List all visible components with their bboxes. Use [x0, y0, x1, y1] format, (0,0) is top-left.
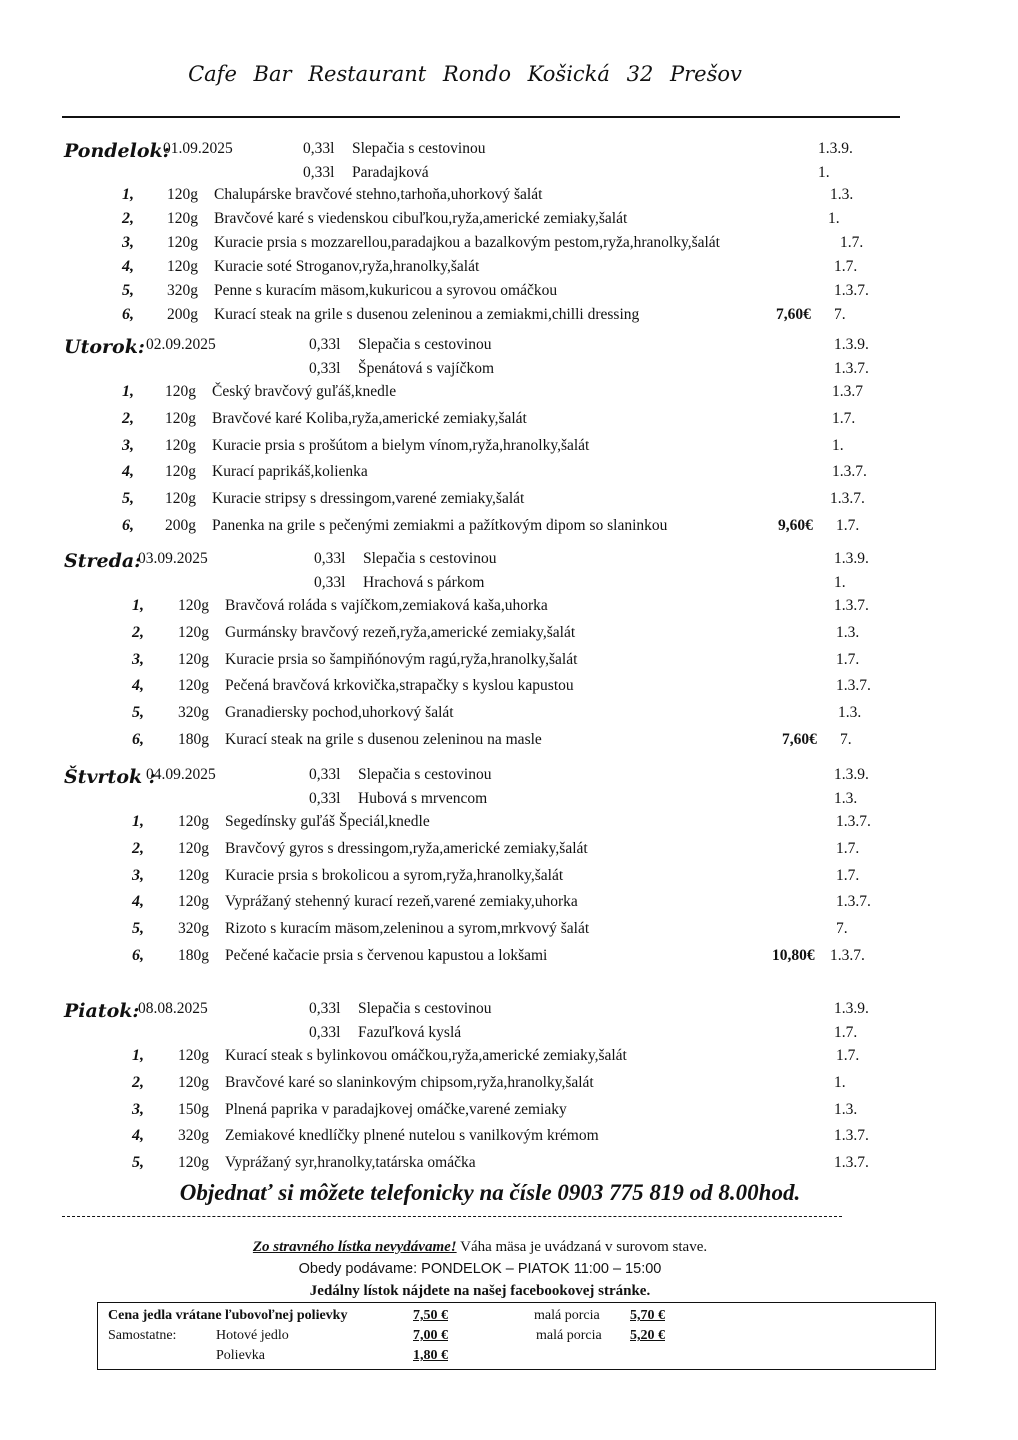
meal-number: 5,	[122, 490, 134, 507]
meal-weight: 120g	[167, 258, 198, 275]
day-date: 02.09.2025	[146, 336, 216, 353]
meal-name: Kuracie stripsy s dressingom,varené zemiaky,šalát	[212, 490, 525, 507]
meal-number: 2,	[132, 1074, 144, 1091]
soup-name: Fazuľková kyslá	[358, 1024, 462, 1041]
meal-weight: 320g	[178, 704, 209, 721]
main-dish-price: 7,00 €	[413, 1328, 448, 1343]
meal-number: 5,	[132, 1154, 144, 1171]
soup-label: Polievka	[216, 1348, 265, 1363]
separately-label: Samostatne:	[108, 1328, 177, 1343]
soup-portion: 0,33l	[309, 1024, 341, 1041]
meal-weight: 320g	[178, 1127, 209, 1144]
meal-name: Bravčové karé Koliba,ryža,americké zemiaky,šalát	[212, 410, 527, 427]
meal-weight: 200g	[167, 306, 198, 323]
price-box	[97, 1302, 936, 1370]
soup-allergens: 1.	[818, 164, 830, 181]
soup-allergens: 1.3.9.	[834, 336, 869, 353]
soup-allergens: 1.3.9.	[834, 766, 869, 783]
day-date: 04.09.2025	[146, 766, 216, 783]
meal-name: Plnená paprika v paradajkovej omáčke,varené zemiaky	[225, 1101, 567, 1118]
meal-allergens: 1.3.	[830, 186, 854, 203]
small-portion-price: 5,70 €	[630, 1308, 665, 1323]
small-main-dish-price: 5,20 €	[630, 1328, 665, 1343]
meal-allergens: 1.	[834, 1074, 846, 1091]
meal-number: 1,	[132, 597, 144, 614]
soup-portion: 0,33l	[309, 336, 341, 353]
soup-portion: 0,33l	[309, 360, 341, 377]
day-date: 08.08.2025	[138, 1000, 208, 1017]
meal-allergens: 1.3.7.	[830, 490, 865, 507]
meal-weight: 120g	[178, 840, 209, 857]
meal-weight: 200g	[165, 517, 196, 534]
meal-name: Granadiersky pochod,uhorkový šalát	[225, 704, 454, 721]
main-dish-label: Hotové jedlo	[216, 1328, 289, 1343]
meal-allergens: 1.3.7.	[834, 1127, 869, 1144]
meal-number: 5,	[132, 704, 144, 721]
meal-allergens: 1.7.	[836, 1047, 860, 1064]
meal-weight: 120g	[165, 437, 196, 454]
meal-weight: 320g	[167, 282, 198, 299]
meal-name: Penne s kuracím mäsom,kukuricou a syrovou omáčkou	[214, 282, 558, 299]
meal-name: Zemiakové knedlíčky plnené nutelou s vanilkovým krémom	[225, 1127, 599, 1144]
meal-number: 3,	[132, 867, 144, 884]
meal-allergens: 1.3.7	[832, 383, 863, 400]
meal-name: Pečená bravčová krkovička,strapačky s kyslou kapustou	[225, 677, 574, 694]
soup-portion: 0,33l	[303, 140, 335, 157]
meal-number: 5,	[122, 282, 134, 299]
meal-number: 1,	[122, 383, 134, 400]
meal-allergens: 1.3.7.	[836, 677, 871, 694]
meal-weight: 120g	[167, 234, 198, 251]
meal-weight: 120g	[178, 867, 209, 884]
meal-number: 6,	[132, 947, 144, 964]
meal-number: 2,	[132, 624, 144, 641]
meal-weight: 120g	[178, 1074, 209, 1091]
soup-portion: 0,33l	[309, 1000, 341, 1017]
soup-portion: 0,33l	[303, 164, 335, 181]
soup-name: Paradajková	[352, 164, 429, 181]
meal-weight: 120g	[165, 410, 196, 427]
soup-name: Slepačia s cestovinou	[363, 550, 497, 567]
soup-name: Hrachová s párkom	[363, 574, 485, 591]
meal-weight: 120g	[178, 651, 209, 668]
meal-name: Kurací steak na grile s dusenou zeleninou na masle	[225, 731, 542, 748]
day-name: Piatok:	[64, 1000, 140, 1022]
soup-price: 1,80 €	[413, 1348, 448, 1363]
meal-allergens: 1.3.7.	[830, 947, 865, 964]
meal-name: Gurmánsky bravčový rezeň,ryža,americké zemiaky,šalát	[225, 624, 576, 641]
meal-price: 7,60€	[776, 306, 811, 323]
soup-allergens: 1.3.7.	[834, 360, 869, 377]
day-date: 01.09.2025	[163, 140, 233, 157]
soup-portion: 0,33l	[314, 574, 346, 591]
meal-allergens: 1.	[828, 210, 840, 227]
meal-weight: 120g	[178, 1154, 209, 1171]
meal-weight: 120g	[178, 1047, 209, 1064]
soup-allergens: 1.3.9.	[834, 1000, 869, 1017]
meal-weight: 120g	[178, 677, 209, 694]
meal-allergens: 1.3.	[836, 624, 860, 641]
meal-allergens: 1.7.	[836, 651, 860, 668]
soup-name: Špenátová s vajíčkom	[358, 360, 495, 377]
meal-name: Chalupárske bravčové stehno,tarhoňa,uhorkový šalát	[214, 186, 543, 203]
day-name: Streda:	[64, 550, 142, 572]
meal-weight: 180g	[178, 731, 209, 748]
meal-number: 4,	[132, 893, 144, 910]
ticket-note	[0, 1239, 960, 1256]
meal-allergens: 1.7.	[840, 234, 864, 251]
soup-allergens: 1.3.9.	[834, 550, 869, 567]
meal-number: 6,	[122, 306, 134, 323]
soup-name: Slepačia s cestovinou	[358, 1000, 492, 1017]
meal-number: 4,	[122, 258, 134, 275]
soup-name: Slepačia s cestovinou	[358, 766, 492, 783]
meal-name: Kurací paprikáš,kolienka	[212, 463, 368, 480]
meal-name: Kuracie soté Stroganov,ryža,hranolky,šalát	[214, 258, 480, 275]
meal-name: Bravčové karé so slaninkovým chipsom,ryža,hranolky,šalát	[225, 1074, 594, 1091]
meal-number: 3,	[132, 1101, 144, 1118]
meal-allergens: 1.3.	[838, 704, 862, 721]
meal-allergens: 1.3.7.	[832, 463, 867, 480]
meal-weight: 120g	[178, 597, 209, 614]
meal-number: 1,	[122, 186, 134, 203]
soup-portion: 0,33l	[314, 550, 346, 567]
meal-name: Bravčová roláda s vajíčkom,zemiaková kaša,uhorka	[225, 597, 548, 614]
meal-name: Bravčové karé s viedenskou cibuľkou,ryža,americké zemiaky,šalát	[214, 210, 628, 227]
soup-allergens: 1.7.	[834, 1024, 858, 1041]
meal-name: Panenka na grile s pečenými zemiakmi a pažítkovým dipom so slaninkou	[212, 517, 668, 534]
meal-price: 10,80€	[772, 947, 815, 964]
meal-allergens: 7.	[836, 920, 848, 937]
restaurant-title: Cafe Bar Restaurant Rondo Košická 32 Prešov	[188, 62, 742, 86]
meal-number: 2,	[122, 210, 134, 227]
meal-weight: 120g	[167, 186, 198, 203]
meal-number: 4,	[132, 677, 144, 694]
meal-name: Kuracie prsia s brokolicou a syrom,ryža,hranolky,šalát	[225, 867, 564, 884]
meal-weight: 320g	[178, 920, 209, 937]
meal-name: Český bravčový guľáš,knedle	[212, 383, 397, 400]
meal-number: 6,	[132, 731, 144, 748]
soup-name: Slepačia s cestovinou	[358, 336, 492, 353]
day-name: Utorok:	[64, 336, 145, 358]
meal-number: 3,	[122, 437, 134, 454]
price-with-soup: 7,50 €	[413, 1308, 448, 1323]
price-with-soup-label: Cena jedla vrátane ľubovoľnej polievky	[108, 1308, 348, 1323]
meal-number: 3,	[132, 651, 144, 668]
meal-allergens: 1.3.7.	[834, 282, 869, 299]
meal-number: 1,	[132, 813, 144, 830]
meal-weight: 120g	[165, 490, 196, 507]
meal-name: Vyprážaný stehenný kurací rezeň,varené zemiaky,uhorka	[225, 893, 578, 910]
day-name: Pondelok:	[64, 140, 170, 162]
meal-allergens: 7.	[840, 731, 852, 748]
soup-portion: 0,33l	[309, 790, 341, 807]
no-tickets-note: Zo stravného lístka nevydávame!	[252, 1239, 457, 1255]
meal-name: Kuracie prsia s mozzarellou,paradajkou a bazalkovým pestom,ryža,hranolky,šalát	[214, 234, 720, 251]
meal-allergens: 1.	[832, 437, 844, 454]
meal-allergens: 1.3.7.	[834, 1154, 869, 1171]
dashed-divider	[62, 1216, 842, 1217]
soup-allergens: 1.3.9.	[818, 140, 853, 157]
meal-name: Pečené kačacie prsia s červenou kapustou a lokšami	[225, 947, 548, 964]
soup-name: Hubová s mrvencom	[358, 790, 488, 807]
meal-allergens: 1.3.7.	[836, 893, 871, 910]
meal-weight: 150g	[178, 1101, 209, 1118]
meal-allergens: 1.7.	[834, 258, 858, 275]
meal-allergens: 1.3.	[834, 1101, 858, 1118]
meal-number: 1,	[132, 1047, 144, 1064]
meal-price: 9,60€	[778, 517, 813, 534]
meal-price: 7,60€	[782, 731, 817, 748]
meal-allergens: 7.	[834, 306, 846, 323]
day-name: Štvrtok :	[64, 766, 156, 788]
meal-number: 5,	[132, 920, 144, 937]
meal-name: Kuracie prsia s prošútom a bielym vínom,ryža,hranolky,šalát	[212, 437, 590, 454]
header-rule	[62, 116, 900, 118]
meal-name: Segedínsky guľáš Špeciál,knedle	[225, 813, 430, 830]
meal-name: Bravčový gyros s dressingom,ryža,americké zemiaky,šalát	[225, 840, 588, 857]
soup-portion: 0,33l	[309, 766, 341, 783]
meal-allergens: 1.3.7.	[836, 813, 871, 830]
order-phone-note: Objednať si môžete telefonicky na čísle 0903 775 819 od 8.00hod.	[179, 1180, 801, 1205]
small-portion-label: malá porcia	[534, 1308, 600, 1323]
meal-number: 4,	[132, 1127, 144, 1144]
meal-weight: 120g	[165, 463, 196, 480]
meal-number: 6,	[122, 517, 134, 534]
meal-weight: 120g	[167, 210, 198, 227]
meal-name: Kurací steak s bylinkovou omáčkou,ryža,americké zemiaky,šalát	[225, 1047, 627, 1064]
serving-hours: Obedy podávame: PONDELOK – PIATOK 11:00 – 15:00	[298, 1261, 662, 1277]
meal-name: Rizoto s kuracím mäsom,zeleninou a syrom,mrkvový šalát	[225, 920, 590, 937]
meal-allergens: 1.7.	[836, 867, 860, 884]
meal-number: 3,	[122, 234, 134, 251]
meal-allergens: 1.3.7.	[834, 597, 869, 614]
meal-allergens: 1.7.	[832, 410, 856, 427]
meal-number: 4,	[122, 463, 134, 480]
meal-allergens: 1.7.	[836, 517, 860, 534]
meal-name: Vyprážaný syr,hranolky,tatárska omáčka	[225, 1154, 476, 1171]
meal-weight: 120g	[178, 624, 209, 641]
facebook-note: Jedálny lístok nájdete na našej facebookovej stránke.	[309, 1283, 651, 1299]
meal-weight: 180g	[178, 947, 209, 964]
meal-number: 2,	[122, 410, 134, 427]
soup-allergens: 1.	[834, 574, 846, 591]
meal-number: 2,	[132, 840, 144, 857]
meal-weight: 120g	[165, 383, 196, 400]
meal-weight: 120g	[178, 813, 209, 830]
small-portion-label-2: malá porcia	[536, 1328, 602, 1343]
meal-weight: 120g	[178, 893, 209, 910]
soup-name: Slepačia s cestovinou	[352, 140, 486, 157]
meal-name: Kurací steak na grile s dusenou zeleninou a zemiakmi,chilli dressing	[214, 306, 640, 323]
day-date: 03.09.2025	[138, 550, 208, 567]
meal-allergens: 1.7.	[836, 840, 860, 857]
meal-name: Kuracie prsia so šampiňónovým ragú,ryža,hranolky,šalát	[225, 651, 578, 668]
soup-allergens: 1.3.	[834, 790, 858, 807]
weight-note: Váha mäsa je uvádzaná v surovom stave.	[460, 1239, 708, 1255]
